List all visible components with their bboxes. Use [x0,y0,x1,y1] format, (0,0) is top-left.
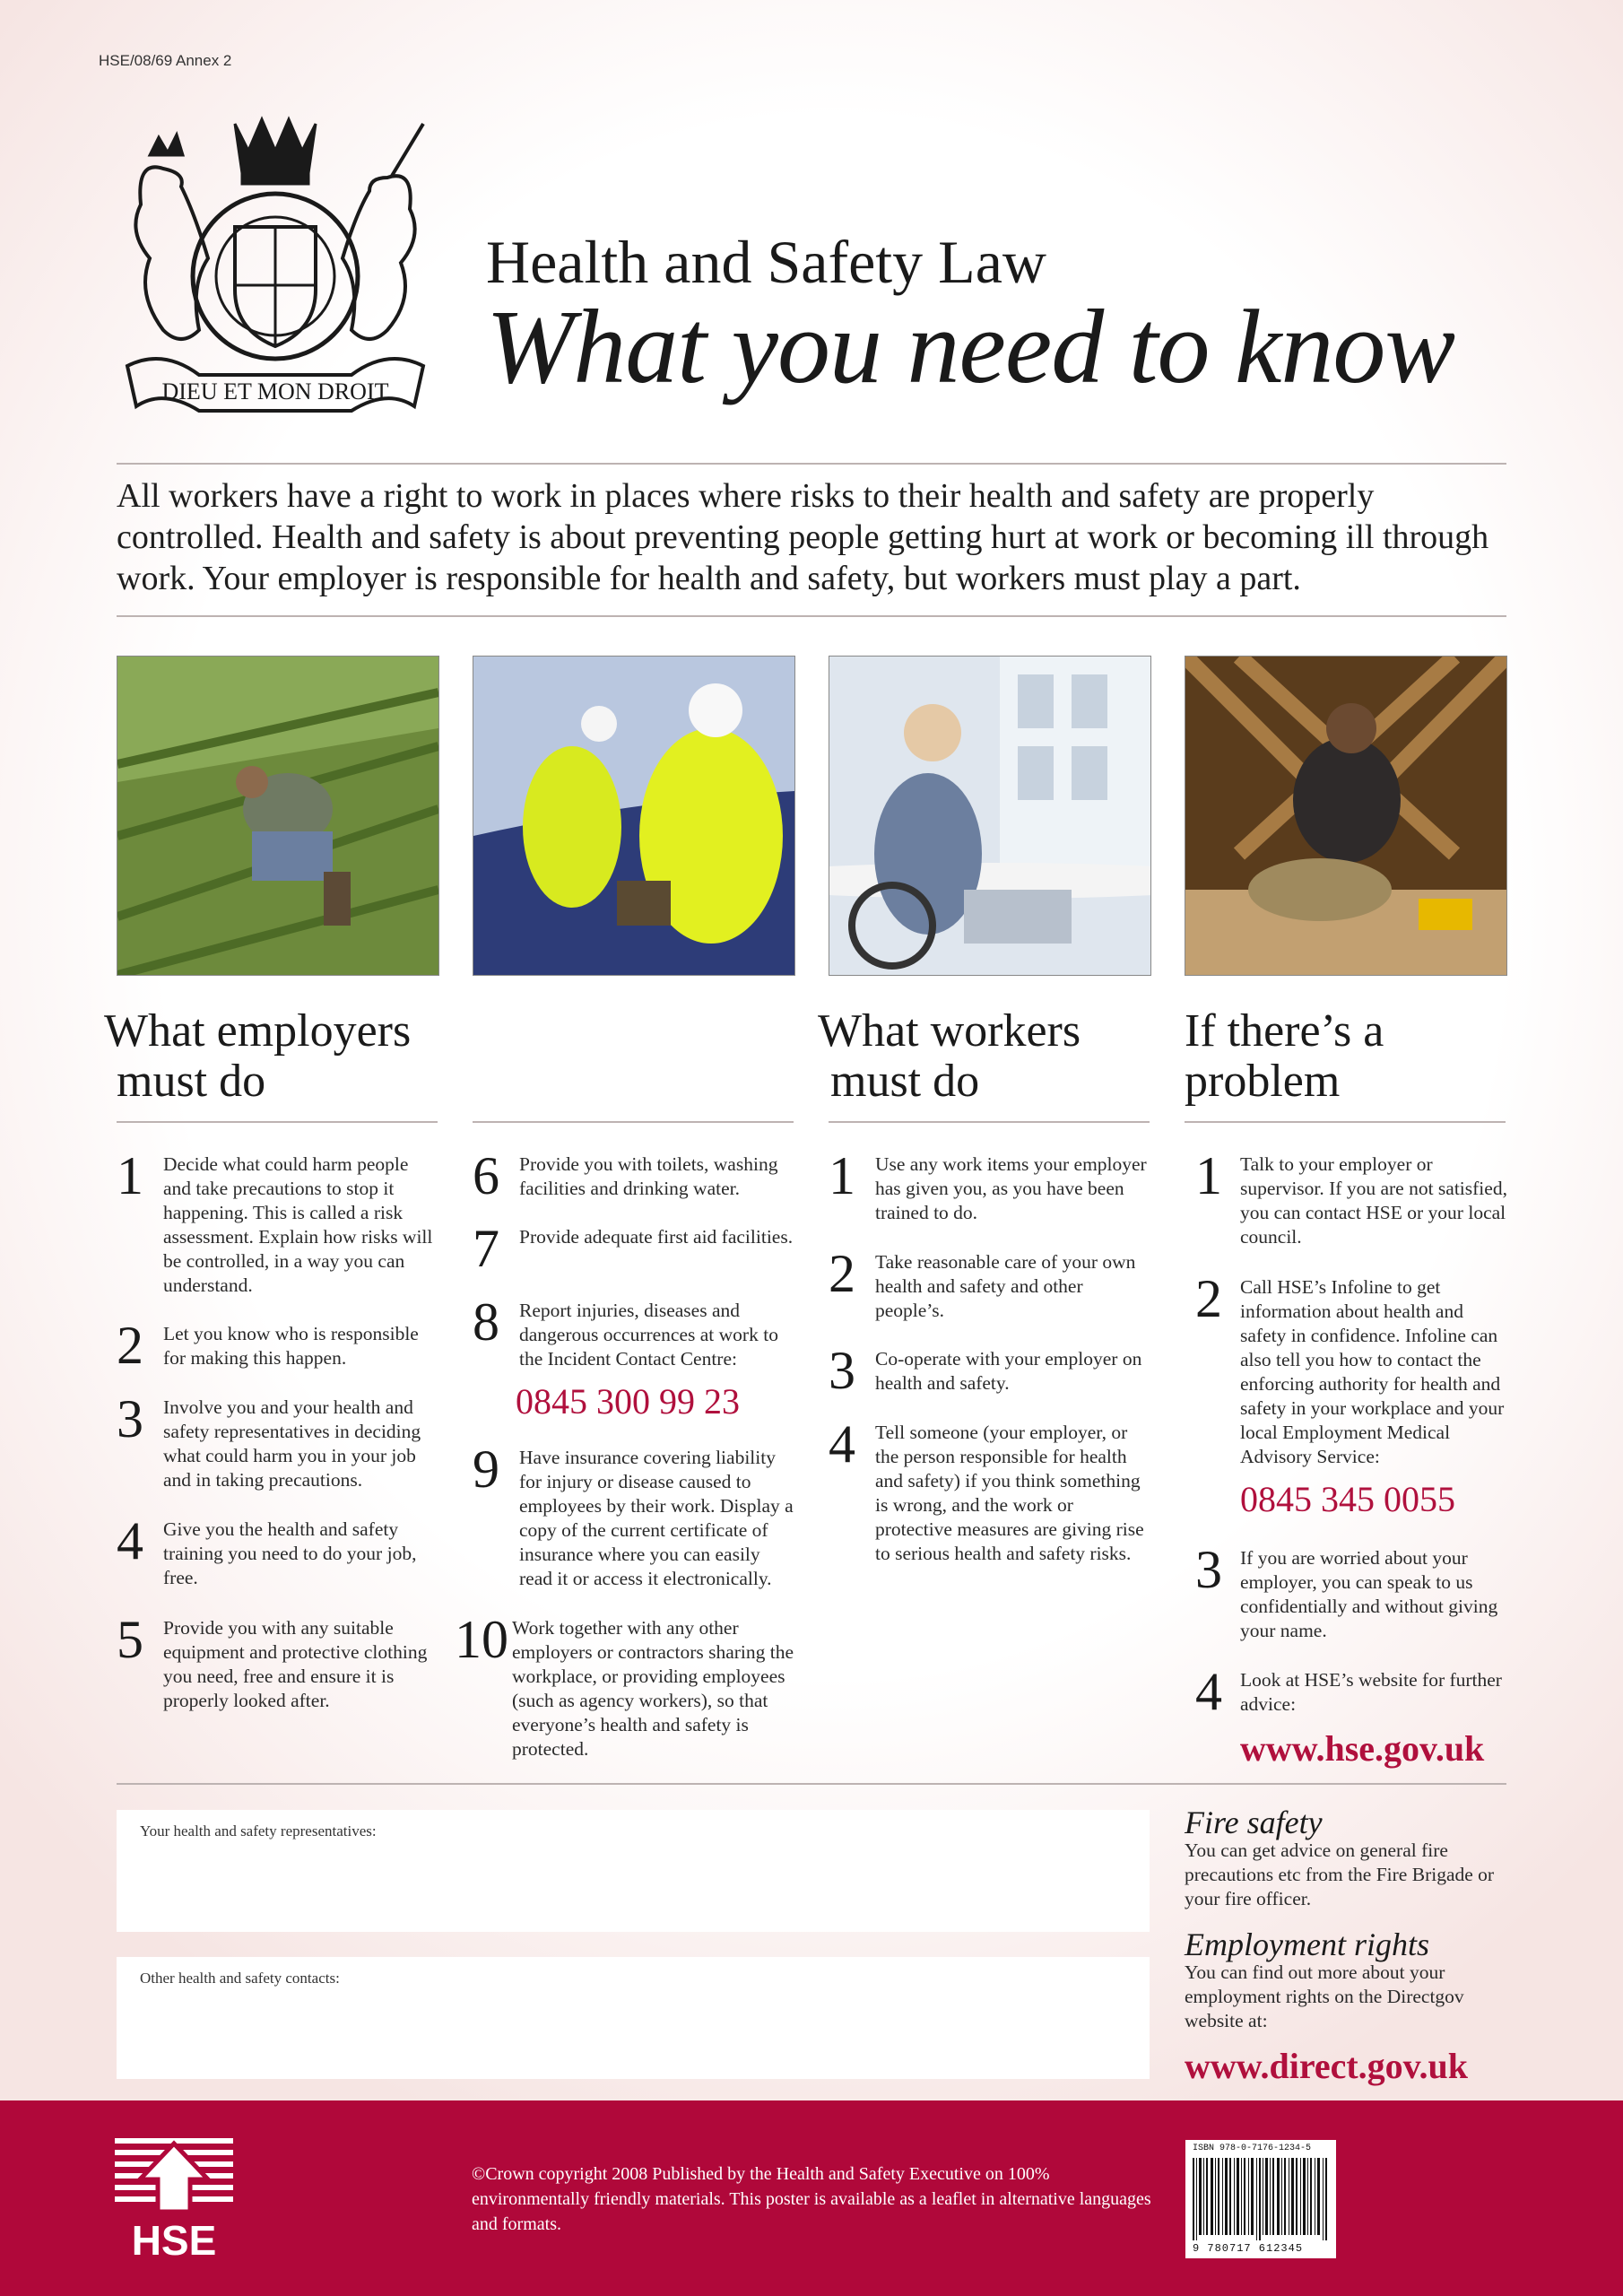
item-text: Decide what could harm people and take precautions to stop it happening. This is called a risk assessment. Explain how risks will be controlled, in a way you can understand. [163,1153,433,1296]
list-item [829,1244,1153,1323]
list-item [455,1610,797,1761]
royal-coat-of-arms-logo [100,106,450,420]
item-text: Take reasonable care of your own health and safety and other people’s. [875,1251,1136,1321]
list-item [1195,1662,1511,1721]
item-number: 4 [829,1414,855,1474]
item-text: Talk to your employer or supervisor. If you are not satisfied, you can contact HSE or your local council. [1240,1153,1507,1248]
poster-title-line1: Health and Safety Law [486,228,1046,296]
item-number: 7 [473,1219,499,1278]
item-number: 8 [473,1292,499,1352]
item-text: Tell someone (your employer, or the person responsible for health and safety) if you think something is wrong, and the work or protective measures are giving rise to serious health and safety risks. [875,1422,1144,1564]
item-number: 2 [117,1316,143,1375]
intro-paragraph: All workers have a right to work in places where risks to their health and safety are properly controlled. Health and safety is about preventing people getting hurt at work or becoming ill through work. Your employer is responsible for health and safety, but workers must play a part. [117,477,1489,597]
isbn-barcode [1185,2140,1336,2258]
fire-safety-text: You can get advice on general fire precautions etc from the Fire Brigade or your fire officer. [1185,1839,1495,1909]
office-worker-wheelchair-photo [829,656,1151,976]
item-text: Co-operate with your employer on health and safety. [875,1348,1142,1394]
contacts-label: Other health and safety contacts: [140,1970,340,1987]
workers-heading-line2: must do [830,1056,980,1107]
problem-heading [1185,1006,1384,1107]
item-text: Involve you and your health and safety representatives in deciding what could harm you in your job and in taking precautions. [163,1396,421,1491]
hse-logo-text: HSE [131,2217,217,2260]
barcode-number: 9 780717 612345 [1193,2242,1304,2255]
hse-logo [115,2138,233,2260]
barcode-bars [1193,2158,1329,2240]
item-text: Report injuries, diseases and dangerous occurrences at work to the Incident Contact Centre: [519,1300,778,1370]
item-text: Look at HSE’s website for further advice: [1240,1669,1502,1715]
list-item [473,1219,797,1278]
employment-rights-text: You can find out more about your employment rights on the Directgov website at: [1185,1961,1464,2031]
item-text: If you are worried about your employer, you can speak to us confidentially and without giving your name. [1240,1547,1498,1641]
roof-worker-photo [1185,656,1507,976]
list-item [117,1610,439,1713]
problem-heading-line2: problem [1185,1056,1341,1107]
list-item [473,1146,797,1205]
item-number: 10 [455,1610,508,1669]
list-item [829,1146,1153,1225]
item-number: 3 [1195,1540,1222,1599]
list-item [117,1389,439,1492]
employment-rights-heading: Employment rights [1185,1926,1429,1962]
item-text: Provide adequate first aid facilities. [519,1226,794,1248]
list-item [829,1341,1153,1400]
list-item [829,1414,1153,1566]
item-number: 2 [829,1244,855,1303]
employers-heading-line1: What employers [104,1005,412,1057]
item-number: 4 [117,1511,143,1570]
item-number: 4 [1195,1662,1222,1721]
contacts-box[interactable] [117,1957,1150,2079]
item-number: 5 [117,1610,143,1669]
list-item [1195,1269,1511,1469]
list-item [117,1146,439,1298]
divider [1185,1121,1506,1123]
workers-heading-line1: What workers [818,1005,1081,1057]
item-text: Let you know who is responsible for making this happen. [163,1323,419,1369]
divider [117,615,1506,617]
incident-contact-phone[interactable]: 0845 300 99 23 [516,1381,740,1422]
divider [473,1121,794,1123]
workers-heading [818,1006,1081,1107]
fire-safety-heading: Fire safety [1185,1805,1323,1840]
item-number: 6 [473,1146,499,1205]
item-number: 3 [829,1341,855,1400]
directgov-website-link[interactable]: www.direct.gov.uk [1185,2046,1468,2086]
problem-heading-line1: If there’s a [1185,1005,1384,1057]
divider [829,1121,1150,1123]
item-text: Have insurance covering liability for injury or disease caused to employees by their work. Display a copy of the current certificate of insurance where you can easily read it or access it electronically. [519,1447,794,1589]
item-text: Provide you with toilets, washing facilities and drinking water. [519,1153,778,1199]
list-item [117,1511,439,1590]
item-text: Call HSE’s Infoline to get information about health and safety in confidence. Infoline can also tell you how to contact the enforcing authority for health and safety in your workplace and your local Employment Medical Advisory Service: [1240,1276,1505,1467]
high-visibility-workers-photo [473,656,795,976]
poster-title-line2: What you need to know [486,288,1455,405]
infoline-phone[interactable]: 0845 345 0055 [1240,1479,1455,1519]
hse-website-link[interactable]: www.hse.gov.uk [1240,1728,1485,1769]
item-number: 1 [1195,1146,1222,1205]
representatives-box[interactable] [117,1810,1150,1932]
item-number: 9 [473,1439,499,1499]
representatives-label: Your health and safety representatives: [140,1822,377,1839]
item-text: Use any work items your employer has given you, as you have been trained to do. [875,1153,1147,1223]
employers-heading-line2: must do [117,1056,266,1107]
list-item [473,1439,797,1591]
item-number: 2 [1195,1269,1222,1328]
list-item [117,1316,439,1375]
item-text: Provide you with any suitable equipment and protective clothing you need, free and ensure it is properly looked after. [163,1617,428,1711]
document-reference: HSE/08/69 Annex 2 [99,52,232,69]
farm-worker-photo [117,656,439,976]
crest-motto-text: DIEU ET MON DROIT [161,378,389,404]
divider [117,463,1506,465]
employers-heading [104,1006,411,1107]
item-number: 1 [117,1146,143,1205]
divider [117,1121,438,1123]
isbn-text: ISBN 978-0-7176-1234-5 [1193,2144,1312,2153]
item-number: 3 [117,1389,143,1448]
list-item [473,1292,797,1371]
item-text: Give you the health and safety training you need to do your job, free. [163,1518,417,1588]
item-number: 1 [829,1146,855,1205]
item-text: Work together with any other employers or contractors sharing the workplace, or providing employees (such as agency workers), so that everyone’s health and safety is protected. [512,1617,794,1760]
list-item [1195,1540,1511,1643]
divider [117,1783,1506,1785]
list-item [1195,1146,1511,1249]
copyright-text: ©Crown copyright 2008 Published by the Health and Safety Executive on 100% environmentally friendly materials. This poster is available as a leaflet in alternative languages and formats. [472,2164,1151,2234]
